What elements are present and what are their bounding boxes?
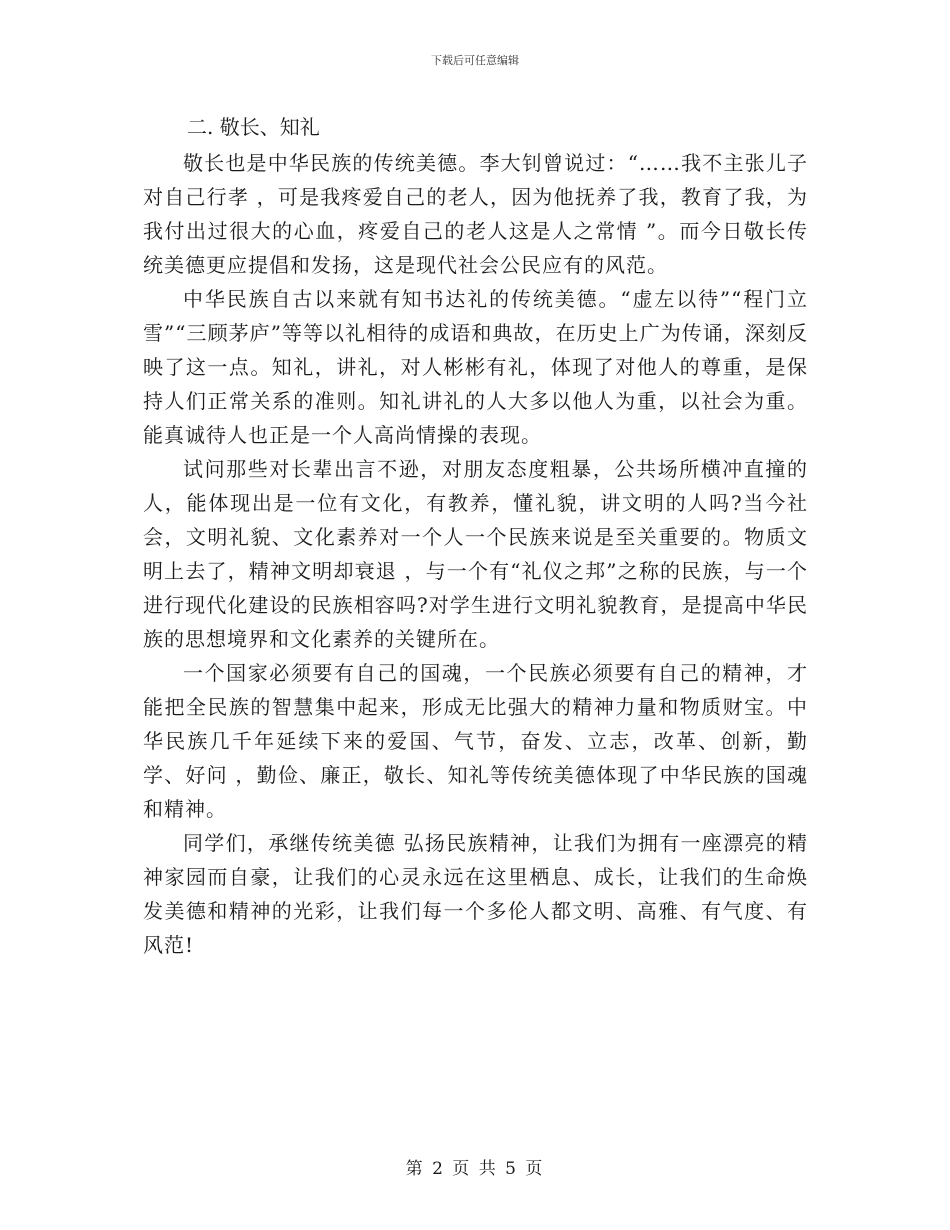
page-number: 第 2 页 共 5 页 [405,1159,545,1179]
paragraph-respect-elders: 敬长也是中华民族的传统美德。李大钊曾说过：“……我不主张儿子对自己行孝 ，可是我疼爱自己的老人，因为他抚养了我，教育了我，为我付出过很大的心血，疼爱自己的老人这是人之常情 ”。而今日敬长传统美德更应提倡和发扬，这是现代社会公民应有的风范。 [143,151,808,277]
document-body [143,110,808,962]
paragraph-closing-appeal: 同学们，承继传统美德 弘扬民族精神，让我们为拥有一座漂亮的精神家园而自豪，让我们的心灵永远在这里栖息、成长，让我们的生命焕发美德和精神的光彩，让我们每一个多伦人都文明、高雅、有气度、有风范! [143,831,808,957]
page-header: 下载后可任意编辑 [431,54,519,67]
paragraph-national-spirit: 一个国家必须要有自己的国魂，一个民族必须要有自己的精神，才能把全民族的智慧集中起来，形成无比强大的精神力量和物质财宝。中华民族几千年延续下来的爱国、气节，奋发、立志，改革、创新，勤学、好问 ，勤俭、廉正，敬长、知礼等传统美德体现了中华民族的国魂和精神。 [143,661,808,821]
paragraph-civility-question: 试问那些对长辈出言不逊，对朋友态度粗暴，公共场所横冲直撞的人，能体现出是一位有文化，有教养，懂礼貌，讲文明的人吗?当今社会，文明礼貌、文化素养对一个人一个民族来说是至关重要的。物质文明上去了，精神文明却衰退 ，与一个有“礼仪之邦”之称的民族，与一个进行现代化建设的民族相容吗?对学生进行文明礼貌教育，是提高中华民族的思想境界和文化素养的关键所在。 [143,457,808,651]
section-heading: 二. 敬长、知礼 [187,115,320,139]
paragraph-courtesy: 中华民族自古以来就有知书达礼的传统美德。“虚左以待”“程门立雪”“三顾茅庐”等等以礼相待的成语和典故，在历史上广为传诵，深刻反映了这一点。知礼，讲礼，对人彬彬有礼，体现了对他人的尊重，是保持人们正常关系的准则。知礼讲礼的人大多以他人为重，以社会为重。能真诚待人也正是一个人高尚情操的表现。 [143,287,808,447]
